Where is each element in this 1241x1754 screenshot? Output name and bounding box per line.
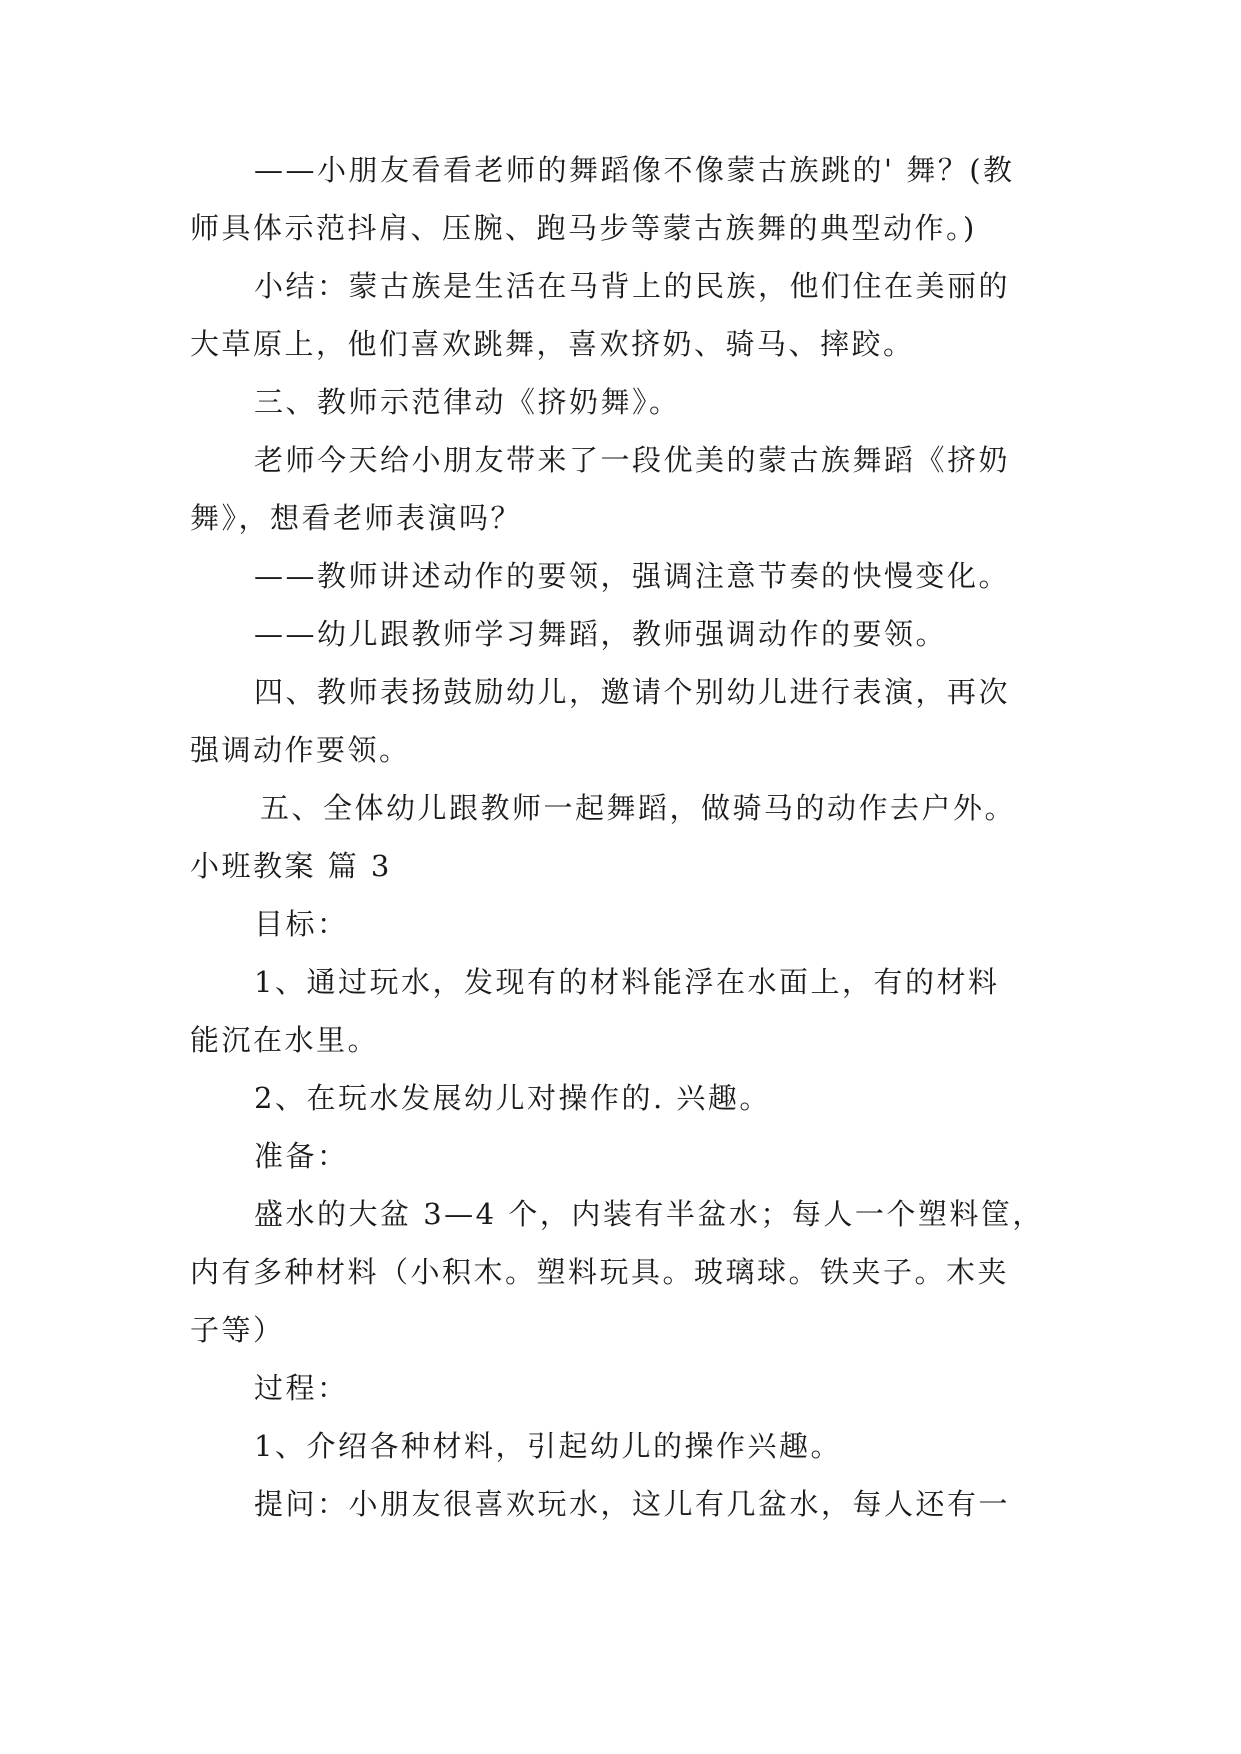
paragraph-line: 四、教师表扬鼓励幼儿，邀请个别幼儿进行表演，再次	[254, 675, 1011, 709]
paragraph-line: 能沉在水里。	[190, 1023, 380, 1057]
paragraph-line: 2、在玩水发展幼儿对操作的. 兴趣。	[254, 1081, 771, 1115]
paragraph-line: 老师今天给小朋友带来了一段优美的蒙古族舞蹈《挤奶	[254, 443, 1011, 477]
paragraph-line: 大草原上，他们喜欢跳舞，喜欢挤奶、骑马、摔跤。	[190, 327, 915, 361]
paragraph-line: 五、全体幼儿跟教师一起舞蹈，做骑马的动作去户外。	[260, 791, 1017, 825]
paragraph-line: ——教师讲述动作的要领，强调注意节奏的快慢变化。	[254, 559, 1011, 593]
paragraph-line: 1、介绍各种材料，引起幼儿的操作兴趣。	[254, 1429, 842, 1463]
section-heading: 三、教师示范律动《挤奶舞》。	[254, 385, 681, 419]
paragraph-line: 内有多种材料（小积木。塑料玩具。玻璃球。铁夹子。木夹	[190, 1255, 1010, 1289]
paragraph-line: ——小朋友看看老师的舞蹈像不像蒙古族跳的' 舞？(教	[254, 153, 1015, 187]
paragraph-line: 强调动作要领。	[190, 733, 411, 767]
paragraph-line: 盛水的大盆 3—4 个，内装有半盆水；每人一个塑料筐，	[254, 1197, 1044, 1231]
paragraph-line: 子等）	[190, 1313, 285, 1347]
section-heading: 过程：	[254, 1371, 349, 1405]
paragraph-line: ——幼儿跟教师学习舞蹈，教师强调动作的要领。	[254, 617, 948, 651]
paragraph-line: 提问：小朋友很喜欢玩水，这儿有几盆水，每人还有一	[254, 1487, 1011, 1521]
paragraph-line: 舞》，想看老师表演吗？	[190, 501, 523, 535]
section-heading: 准备：	[254, 1139, 349, 1173]
lesson-title: 小班教案 篇 3	[190, 849, 392, 883]
paragraph-line: 师具体示范抖肩、压腕、跑马步等蒙古族舞的典型动作。)	[190, 211, 977, 245]
paragraph-line: 1、通过玩水，发现有的材料能浮在水面上，有的材料	[254, 965, 1000, 999]
paragraph-line: 小结：蒙古族是生活在马背上的民族，他们住在美丽的	[254, 269, 1011, 303]
section-heading: 目标：	[254, 907, 349, 941]
